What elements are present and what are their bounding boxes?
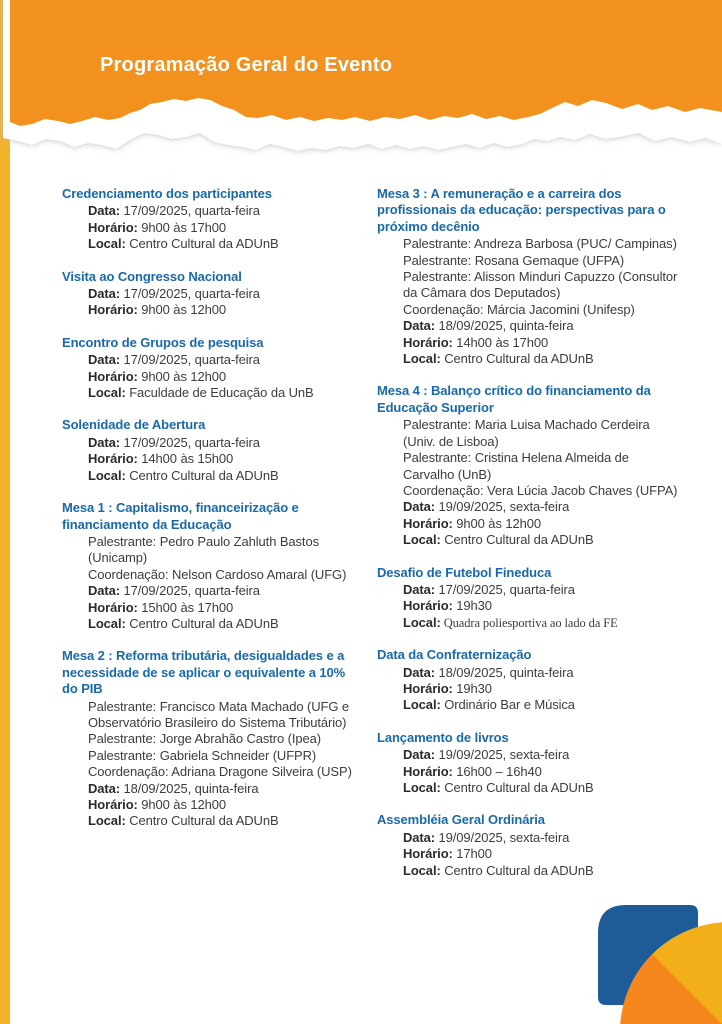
detail-value: 17/09/2025, quarta-feira <box>120 434 260 450</box>
detail-label: Data: <box>88 780 121 796</box>
event-section-title: Lançamento de livros <box>377 729 509 745</box>
event-detail-line <box>88 451 364 467</box>
event-detail-line <box>403 269 679 302</box>
event-section-details <box>377 665 679 714</box>
detail-value: Centro Cultural da ADUnB <box>440 351 594 367</box>
event-detail-line <box>403 846 679 862</box>
event-detail-line <box>88 699 364 732</box>
detail-label: Horário: <box>403 334 453 350</box>
event-section-details <box>62 203 364 252</box>
event-detail-line <box>88 616 364 632</box>
detail-value: 17/09/2025, quarta-feira <box>120 286 260 302</box>
event-detail-line <box>403 681 679 697</box>
detail-value: 18/09/2025, quinta-feira <box>435 318 574 334</box>
detail-value: 14h00 às 17h00 <box>452 334 549 350</box>
detail-value: 16h00 – 16h40 <box>452 763 542 779</box>
detail-label: Local: <box>403 351 441 367</box>
detail-label: Palestrante: <box>403 236 472 252</box>
event-detail-line <box>88 748 364 764</box>
event-detail-line <box>88 352 364 368</box>
torn-paper-header <box>0 0 722 170</box>
detail-value: 19/09/2025, sexta-feira <box>435 499 570 515</box>
detail-value: Pedro Paulo Zahluth Bastos (Unicamp) <box>88 533 319 566</box>
detail-label: Data: <box>88 352 121 368</box>
detail-value: 18/09/2025, quinta-feira <box>120 780 259 796</box>
detail-value: Ordinário Bar e Música <box>440 697 575 713</box>
detail-label: Local: <box>88 385 126 401</box>
detail-value: Centro Cultural da ADUnB <box>125 615 279 631</box>
event-detail-line <box>403 335 679 351</box>
event-section-details <box>377 830 679 879</box>
event-section <box>377 647 679 714</box>
event-detail-line <box>88 468 364 484</box>
detail-value: Centro Cultural da ADUnB <box>440 780 594 795</box>
detail-label: Coordenação: <box>88 764 169 780</box>
detail-value: 17/09/2025, quarta-feira <box>435 581 575 597</box>
event-section-details <box>62 699 364 830</box>
event-detail-line <box>403 516 679 532</box>
detail-label: Horário: <box>88 599 138 615</box>
detail-label: Horário: <box>403 763 453 779</box>
event-detail-line <box>88 534 364 567</box>
event-detail-line <box>403 863 679 879</box>
event-section <box>62 269 364 319</box>
program-column-left <box>62 186 364 895</box>
detail-label: Data: <box>88 434 121 450</box>
detail-label: Horário: <box>403 598 453 614</box>
detail-value: 17/09/2025, quarta-feira <box>120 352 260 368</box>
detail-label: Local: <box>403 862 441 878</box>
detail-label: Local: <box>88 615 126 631</box>
detail-value: 15h00 às 17h00 <box>137 599 234 615</box>
detail-value: 17h00 <box>452 846 492 862</box>
detail-value: Quadra poliesportiva ao lado da FE <box>440 615 618 630</box>
detail-value: 17/09/2025, quarta-feira <box>120 203 260 219</box>
event-detail-line <box>403 499 679 515</box>
event-section-details <box>377 236 679 367</box>
event-section-title: Data da Confraternização <box>377 647 532 663</box>
detail-value: 9h00 às 12h00 <box>137 302 227 318</box>
detail-label: Data: <box>88 203 121 219</box>
event-section <box>377 383 679 548</box>
detail-label: Horário: <box>403 515 453 531</box>
event-section-details <box>62 352 364 401</box>
detail-label: Horário: <box>403 680 453 696</box>
detail-value: 9h00 às 17h00 <box>137 219 227 235</box>
detail-value: Centro Cultural da ADUnB <box>440 532 594 548</box>
event-section <box>62 186 364 253</box>
detail-value: 9h00 às 12h00 <box>137 368 227 384</box>
event-section-title: Mesa 3 : A remuneração e a carreira dos profissionais da educação: perspectivas para o próximo decênio <box>377 186 666 234</box>
event-detail-line <box>88 567 364 583</box>
detail-label: Palestrante: <box>403 417 472 433</box>
detail-label: Horário: <box>88 797 138 812</box>
event-section-details <box>62 286 364 319</box>
detail-label: Data: <box>403 499 436 515</box>
event-detail-line <box>88 600 364 616</box>
detail-value: Faculdade de Educação da UnB <box>125 385 314 401</box>
detail-value: Francisco Mata Machado (UFG e Observatório Brasileiro do Sistema Tributário) <box>88 698 349 730</box>
event-section-title: Credenciamento dos participantes <box>62 186 272 201</box>
detail-value: Centro Cultural da ADUnB <box>440 862 594 878</box>
detail-label: Coordenação: <box>88 566 169 582</box>
detail-value: 19h30 <box>452 680 492 696</box>
detail-label: Data: <box>88 583 121 599</box>
event-section <box>62 417 364 484</box>
detail-label: Local: <box>403 697 441 713</box>
detail-label: Palestrante: <box>403 269 472 285</box>
detail-value: Rosana Gemaque (UFPA) <box>471 252 625 268</box>
event-section-details <box>62 534 364 632</box>
event-detail-line <box>403 417 679 450</box>
detail-label: Local: <box>88 236 126 252</box>
event-detail-line <box>88 781 364 797</box>
program-column-right <box>377 186 679 895</box>
detail-label: Palestrante: <box>88 698 157 714</box>
event-detail-line <box>88 385 364 401</box>
event-section-title: Visita ao Congresso Nacional <box>62 268 242 284</box>
event-section-title: Desafio de Futebol Fineduca <box>377 564 552 580</box>
detail-label: Palestrante: <box>403 450 472 466</box>
event-section-title: Mesa 4 : Balanço crítico do financiamento da Educação Superior <box>377 383 651 415</box>
detail-value: Alisson Minduri Capuzzo (Consultor da Câmara dos Deputados) <box>403 269 678 301</box>
event-detail-line <box>403 764 679 780</box>
detail-label: Local: <box>403 780 441 795</box>
detail-label: Palestrante: <box>403 252 472 268</box>
event-detail-line <box>403 532 679 548</box>
detail-value: 9h00 às 12h00 <box>452 515 542 531</box>
event-detail-line <box>88 435 364 451</box>
event-section-details <box>377 582 679 631</box>
event-section-title: Mesa 1 : Capitalismo, financeirização e financiamento da Educação <box>62 500 299 532</box>
event-section <box>62 500 364 632</box>
detail-label: Palestrante: <box>88 747 157 763</box>
event-detail-line <box>403 697 679 713</box>
detail-value: Gabriela Schneider (UFPR) <box>156 747 317 763</box>
event-detail-line <box>403 236 679 252</box>
detail-value: Centro Cultural da ADUnB <box>125 467 279 483</box>
event-detail-line <box>88 369 364 385</box>
event-detail-line <box>88 731 364 747</box>
detail-label: Coordenação: <box>403 482 484 498</box>
detail-value: 19/09/2025, sexta-feira <box>435 747 570 763</box>
event-detail-line <box>403 483 679 499</box>
detail-value: Adriana Dragone Silveira (USP) <box>168 764 352 780</box>
event-detail-line <box>88 286 364 302</box>
detail-label: Horário: <box>88 368 138 384</box>
detail-label: Data: <box>88 286 121 302</box>
detail-label: Horário: <box>88 451 138 467</box>
detail-value: 14h00 às 15h00 <box>137 451 234 467</box>
event-detail-line <box>403 665 679 681</box>
event-section <box>377 812 679 879</box>
detail-label: Local: <box>88 813 126 829</box>
detail-value: Jorge Abrahão Castro (Ipea) <box>156 731 322 747</box>
detail-value: Nelson Cardoso Amaral (UFG) <box>168 566 347 582</box>
event-section <box>377 565 679 632</box>
detail-label: Palestrante: <box>88 533 157 549</box>
event-detail-line <box>403 302 679 318</box>
event-detail-line <box>403 747 679 763</box>
event-detail-line <box>403 615 679 631</box>
detail-label: Data: <box>403 581 436 597</box>
event-detail-line <box>403 598 679 614</box>
program-content <box>62 186 679 895</box>
event-section-details <box>62 435 364 484</box>
event-detail-line <box>403 582 679 598</box>
event-detail-line <box>403 450 679 483</box>
detail-value: Andreza Barbosa (PUC/ Campinas) <box>471 236 677 252</box>
event-section-title: Assembléia Geral Ordinária <box>377 812 545 828</box>
event-detail-line <box>88 236 364 252</box>
event-detail-line <box>88 797 364 813</box>
detail-label: Data: <box>403 829 436 845</box>
event-section <box>62 335 364 402</box>
detail-label: Local: <box>403 532 441 548</box>
detail-label: Data: <box>403 747 436 763</box>
event-detail-line <box>403 318 679 334</box>
detail-value: Vera Lúcia Jacob Chaves (UFPA) <box>483 482 678 498</box>
event-detail-line <box>403 351 679 367</box>
event-detail-line <box>403 780 679 796</box>
event-detail-line <box>88 813 364 829</box>
detail-value: Centro Cultural da ADUnB <box>125 813 279 829</box>
detail-value: Centro Cultural da ADUnB <box>125 236 279 252</box>
event-detail-line <box>88 302 364 318</box>
event-detail-line <box>88 583 364 599</box>
detail-label: Palestrante: <box>88 731 157 747</box>
detail-value: 17/09/2025, quarta-feira <box>120 583 260 599</box>
detail-value: 18/09/2025, quinta-feira <box>435 664 574 680</box>
detail-value: 9h00 às 12h00 <box>137 797 227 812</box>
detail-label: Horário: <box>403 846 453 862</box>
event-detail-line <box>88 203 364 219</box>
event-section-details <box>377 417 679 548</box>
page-title: Programação Geral do Evento <box>100 54 393 76</box>
detail-label: Data: <box>403 664 436 680</box>
detail-value: Márcia Jacomini (Unifesp) <box>483 301 635 317</box>
detail-label: Horário: <box>88 219 138 235</box>
detail-label: Local: <box>88 467 126 483</box>
detail-value: 19h30 <box>452 598 492 614</box>
event-section <box>377 186 679 367</box>
event-detail-line <box>88 220 364 236</box>
event-section <box>377 730 679 797</box>
detail-value: Maria Luisa Machado Cerdeira (Univ. de Lisboa) <box>403 417 650 449</box>
detail-label: Horário: <box>88 302 138 318</box>
detail-label: Data: <box>403 318 436 334</box>
detail-value: Cristina Helena Almeida de Carvalho (UnB) <box>403 450 629 482</box>
event-section-title: Mesa 2 : Reforma tributária, desigualdades e a necessidade de se aplicar o equivalente a 10% do PIB <box>62 648 346 697</box>
detail-value: 19/09/2025, sexta-feira <box>435 829 570 845</box>
event-detail-line <box>403 253 679 269</box>
detail-label: Coordenação: <box>403 301 484 317</box>
event-detail-line <box>88 764 364 780</box>
event-detail-line <box>403 830 679 846</box>
event-section-title: Solenidade de Abertura <box>62 417 206 433</box>
event-section-title: Encontro de Grupos de pesquisa <box>62 334 264 350</box>
detail-label: Local: <box>403 614 441 630</box>
event-section-details <box>377 747 679 796</box>
event-section <box>62 648 364 829</box>
